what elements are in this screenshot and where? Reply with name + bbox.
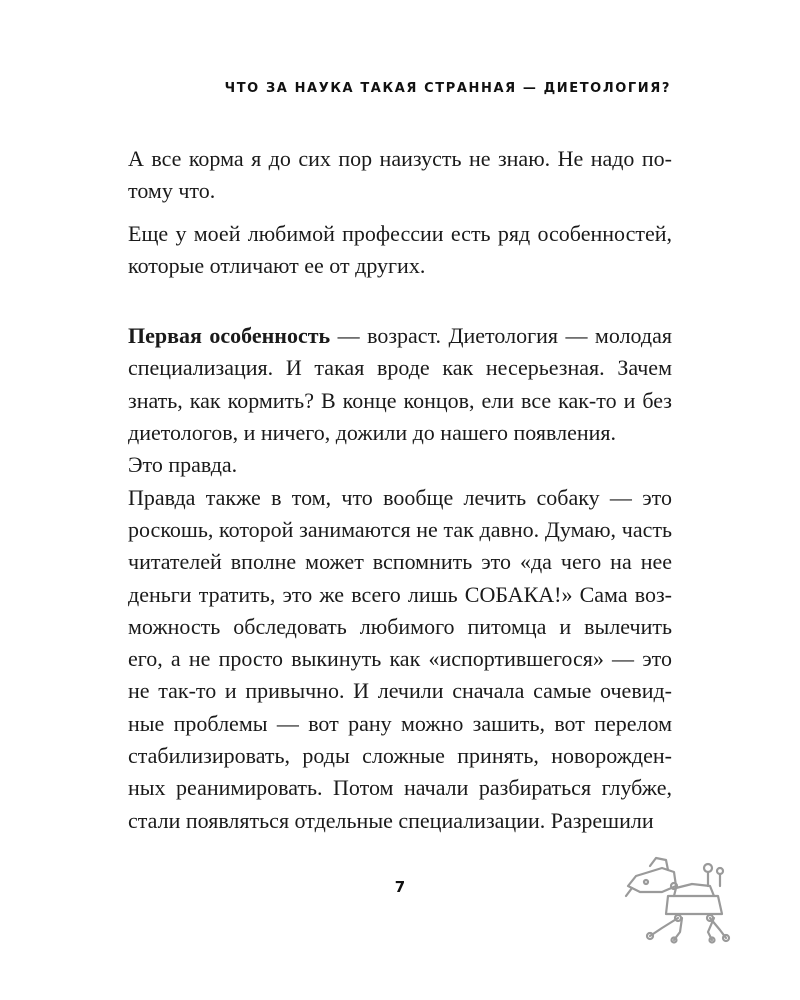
page-number: 7: [394, 878, 406, 896]
page-body: [128, 143, 672, 837]
paragraph-3: [128, 320, 672, 449]
paragraph-5: Правда также в том, что вообще лечить собаку — это роскошь, которой занимаются не так давно. Думаю, часть читателей вполне может вспомнить это «да чего на нее деньги тратить, это же всего лишь СОБАКА!» Сама возможность обследовать любимого питомца и вылечить его, а не просто выкинуть как «испортившегося» — это не так-то и привычно. И лечили сначала самые очевидные проблемы — вот рану можно зашить, вот перелом стабилизировать, роды сложные принять, новорожденных реанимировать. Потом начали разбираться глубже, стали появляться отдельные специализации. Разрешили: [128, 484, 672, 833]
robot-dog-icon: [622, 852, 734, 944]
lead-term: Первая особенность: [128, 323, 331, 349]
paragraph-1: А все корма я до сих пор наизусть не знаю. Не надо потому что.: [128, 146, 672, 204]
paragraph-2: Еще у моей любимой профессии есть ряд особенностей, которые отличают ее от других.: [128, 220, 672, 278]
paragraph-4: Это правда.: [128, 452, 238, 478]
running-header: ЧТО ЗА НАУКА ТАКАЯ СТРАННАЯ — ДИЕТОЛОГИЯ?: [224, 81, 671, 96]
paragraph-3-text: — возраст. Диетология — молодая специализация. И такая вроде как несерьезная. Зачем знать, как кормить? В конце концов, ели все как-то и без диетологов, и ничего, дожили до нашего появления.: [128, 323, 672, 446]
